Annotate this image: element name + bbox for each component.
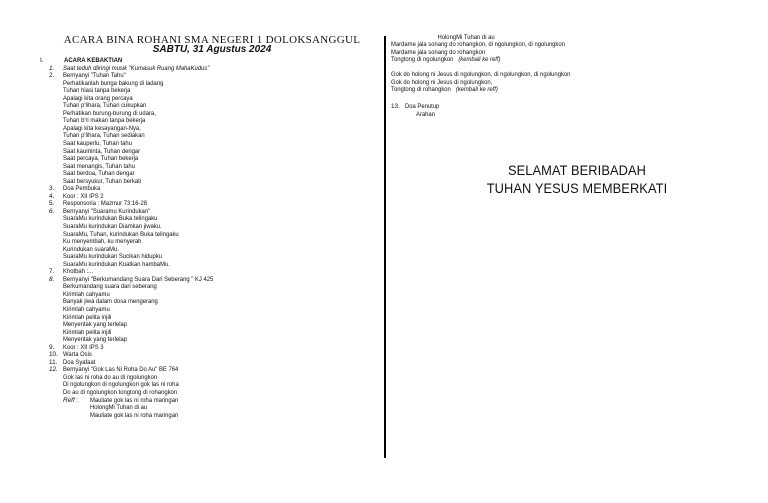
item-text: Menyentak yang terlelap — [63, 321, 128, 329]
lyric-line — [49, 238, 379, 246]
item-text: SuaraMu, Tuhan, kurindukan Buka telingaku — [63, 230, 179, 238]
reff-label — [63, 404, 90, 412]
item-text: Koor : XII IPS 3 — [63, 343, 104, 351]
item-number — [49, 329, 63, 337]
reff-note: (kembali ke reff) — [458, 56, 501, 64]
lyric-line — [49, 132, 379, 140]
lyric-line: Mardame jala sonang do rohangkon — [391, 48, 486, 56]
lyric-line: Gok do holong ni Jesus di ngolungkon, di ngolungkon, di ngolungkon — [391, 71, 571, 79]
lyric-line — [49, 321, 379, 329]
item-text: Ku menyembah, ku menyerah — [63, 238, 142, 246]
list-item — [49, 276, 379, 284]
reff-line — [49, 397, 379, 405]
lyric-line — [49, 117, 379, 125]
item-text: Saat berdoa, Tuhan dengar — [63, 170, 135, 178]
item-number — [49, 223, 63, 231]
item-number — [49, 155, 63, 163]
lyric-line — [49, 125, 379, 133]
lyric-line: HolongMi Tuhan di au — [90, 404, 148, 412]
list-item — [391, 49, 711, 57]
lyric-line: HolongMi Tuhan di au — [437, 33, 495, 41]
item-text: Saat teduh diiringi musik "Kumasuk Ruang MahaKudus" — [63, 64, 210, 72]
item-number: 11. — [49, 358, 58, 366]
lyric-line — [49, 110, 379, 118]
list-item — [49, 185, 379, 193]
lyric-line — [49, 102, 379, 110]
item-number — [49, 298, 63, 306]
item-text: SuaraMu kurindukan Sucikan hidupku — [63, 253, 163, 261]
closing-line-1: SELAMAT BERIBADAH — [508, 163, 646, 178]
item-text: Doa Syafaat — [63, 358, 96, 366]
item-text: Gok las ni roha do au di ngolungkon — [63, 373, 158, 381]
item-text: Khotbah :... — [63, 268, 94, 276]
item-number — [49, 132, 63, 140]
item-number: 4. — [49, 192, 55, 200]
item-number — [49, 389, 63, 397]
item-number — [49, 336, 63, 344]
item-text: Kirimlah pelita injili — [63, 328, 112, 336]
list-item — [391, 86, 711, 94]
item-text: Banyak jiwa dalam dosa mengerang — [63, 298, 158, 306]
item-text: Kirimlah pelita injili — [63, 313, 112, 321]
item-text: Bernyanyi "Tuhan Tahu" — [63, 72, 126, 80]
list-item — [49, 268, 379, 276]
item-number — [49, 238, 63, 246]
item-text: SuaraMu kurindukan Kuatkan hambaMu. — [63, 260, 170, 268]
lyric-line — [49, 155, 379, 163]
lyric-line — [49, 140, 379, 148]
lyric-line — [49, 80, 379, 88]
list-item — [49, 200, 379, 208]
reff-label: Reff : — [63, 396, 79, 404]
item-number — [49, 231, 63, 239]
item-number — [49, 102, 63, 110]
list-item — [391, 41, 711, 49]
lyric-line — [49, 291, 379, 299]
lyric-line: Mauliate gok las ni roha maringan — [90, 411, 179, 419]
lyric-line — [49, 283, 379, 291]
lyric-line — [49, 314, 379, 322]
lyric-line — [49, 298, 379, 306]
item-text: Berkumandang suara dari seberang — [63, 283, 157, 291]
item-number — [49, 110, 63, 118]
section-numeral: I. — [40, 57, 44, 64]
item-text: Saat kauperlu, Tuhan tahu — [63, 139, 132, 147]
item-text: SuaraMu kurindukan Buka telingaku — [63, 215, 158, 223]
lyric-line — [49, 170, 379, 178]
closing-message — [475, 162, 678, 198]
lyric-line — [49, 381, 379, 389]
item-number: 6. — [49, 207, 55, 215]
item-text: Tuhan hiasi tanpa bekerja — [63, 87, 131, 95]
item-number: 9. — [49, 343, 55, 351]
item-text: Doa Pembuka — [63, 185, 101, 193]
page-date: SABTU, 31 Agustus 2024 — [152, 44, 272, 55]
item-text: Kirimlah cahyamu — [63, 306, 110, 313]
page-title: ACARA BINA ROHANI SMA NEGERI 1 DOLOKSANGGUL — [63, 34, 361, 46]
item-text: Kirimlah cahyamu — [63, 290, 110, 298]
item-text: Saat kauminta, Tuhan dengar — [63, 147, 141, 155]
item-text: Menyentak yang terlelap — [63, 336, 128, 344]
item-number — [49, 148, 63, 156]
item-text: Bernyanyi "Gok Las Ni Roha Do Au" BE 764 — [63, 366, 179, 374]
list-item — [49, 72, 379, 80]
item-number: 13. — [391, 103, 400, 111]
column-divider — [384, 36, 386, 458]
item-text: Tuhan b'ri makan tanpa bekerja — [63, 117, 146, 125]
item-number — [49, 321, 63, 329]
item-number — [49, 117, 63, 125]
lyric-line — [49, 336, 379, 344]
section-title: ACARA KEBAKTIAN — [64, 56, 123, 64]
item-text: Apalagi kita kesayangan-Nya, — [63, 124, 141, 132]
item-number — [49, 215, 63, 223]
lyric-line: Gok do holong ni Jesus di ngolungkon, — [391, 78, 493, 86]
lyric-line — [49, 163, 379, 171]
lyric-line — [49, 389, 379, 397]
list-item — [391, 71, 711, 79]
item-number: 2. — [49, 72, 55, 80]
reff-label — [63, 412, 90, 420]
item-number: 8. — [49, 275, 55, 283]
item-text: Responsoria : Mazmur 73:16-28 — [63, 200, 147, 208]
list-item — [49, 65, 379, 73]
item-text: Warta Osis — [63, 351, 92, 359]
item-number — [49, 170, 63, 178]
lyric-line — [49, 215, 379, 223]
item-number — [49, 374, 63, 382]
program-list-right — [391, 34, 711, 119]
lyric-line — [49, 253, 379, 261]
lyric-line — [49, 87, 379, 95]
lyric-line — [49, 261, 379, 269]
item-number: 3. — [49, 185, 55, 193]
lyric-line — [49, 329, 379, 337]
item-text: Perhatikan burung-burung di udara, — [63, 109, 156, 117]
item-number — [49, 95, 63, 103]
list-item — [391, 34, 711, 42]
item-text: Saat bersyukur, Tuhan berkati — [63, 177, 142, 185]
list-item — [49, 366, 379, 374]
item-number: 10. — [49, 351, 58, 359]
item-number — [49, 306, 63, 314]
item-text: SuaraMu kurindukan Diamkan jiwaku. — [63, 222, 162, 230]
item-number — [49, 314, 63, 322]
item-number — [49, 253, 63, 261]
lyric-line — [49, 306, 379, 314]
item-number: 1. — [49, 64, 55, 72]
item-text: Tuhan p'lihara, Tuhan sediakan — [63, 132, 145, 140]
item-text: Arahan — [416, 110, 435, 118]
list-item — [391, 111, 711, 119]
item-number — [49, 125, 63, 133]
list-item — [49, 344, 379, 352]
item-number — [49, 291, 63, 299]
item-number — [49, 163, 63, 171]
item-text: Apalagi kita orang percaya — [63, 94, 133, 102]
list-item — [49, 351, 379, 359]
item-number — [49, 140, 63, 148]
list-item — [49, 208, 379, 216]
lyric-line — [49, 148, 379, 156]
item-number — [49, 261, 63, 269]
item-text: Perhatikanlah bunga bakung di ladang — [63, 79, 164, 87]
item-text: Kurindukan suaraMu. — [63, 245, 119, 253]
item-text: Bernyanyi "Berkumandang Suara Dari Seberang " KJ 425 — [63, 275, 214, 283]
item-number — [49, 246, 63, 254]
closing-line-2: TUHAN YESUS MEMBERKATI — [486, 181, 668, 196]
list-item — [391, 56, 711, 64]
item-text: Do au di ngolungkon tongtong di rohangkon — [63, 389, 178, 397]
item-number: 12. — [49, 366, 58, 374]
lyric-line — [49, 178, 379, 186]
item-text: Doa Penutup — [405, 103, 440, 111]
item-number — [49, 381, 63, 389]
program-list-left — [49, 65, 379, 420]
lyric-line: Mauliate gok las ni roha maringan — [90, 396, 179, 404]
item-text: Koor : XII IPS 2 — [63, 192, 104, 200]
lyric-line: Tongtong di rohangkon (kembali ke reff) — [391, 86, 498, 94]
lyric-line — [49, 223, 379, 231]
item-text: Saat menangis, Tuhan tahu — [63, 162, 135, 170]
lyric-line: Mardame jala sonang do rohangkon, di ngolungkon, di ngolungkon — [391, 41, 565, 49]
item-text: Di ngolungkon di ngolungkon gok las ni roha — [63, 381, 179, 389]
reff-line — [49, 404, 379, 412]
lyric-line: Tongtong di ngolungkon (kembali ke reff) — [391, 56, 501, 64]
item-number: 7. — [49, 268, 55, 276]
item-number — [49, 178, 63, 186]
item-text: Bernyanyi "Suaramu Kurindukan" — [63, 207, 151, 215]
reff-line — [49, 412, 379, 420]
item-number — [49, 87, 63, 95]
list-item — [391, 79, 711, 87]
item-text: Saat percaya, Tuhan bekerja — [63, 155, 139, 163]
item-text: Tuhan p'lihara, Tuhan cukupkan — [63, 102, 147, 110]
list-item — [49, 193, 379, 201]
list-item — [391, 103, 711, 111]
lyric-line — [49, 231, 379, 239]
lyric-line — [49, 246, 379, 254]
item-number — [49, 80, 63, 88]
lyric-line — [49, 374, 379, 382]
lyric-line — [49, 95, 379, 103]
list-item — [49, 359, 379, 367]
item-number: 5. — [49, 200, 55, 208]
item-number — [49, 283, 63, 291]
reff-note: (kembali ke reff) — [455, 86, 498, 94]
